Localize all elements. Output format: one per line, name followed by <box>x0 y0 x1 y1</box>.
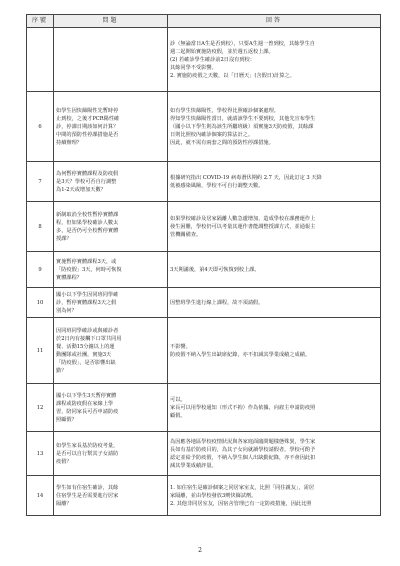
question-line: 新制取消全校性暫停實體課 <box>56 211 119 218</box>
question-line: 照顧假？ <box>56 416 77 423</box>
answer-line: 為因應各地區學校疫情狀況與各家庭面臨問題樣態殊異，學生家 <box>170 438 316 445</box>
row-question <box>54 202 168 252</box>
question-line: 因同班同學確診或與確診者 <box>56 327 119 334</box>
table-row <box>27 432 381 476</box>
answer-line: 不影響。 <box>170 343 191 350</box>
row-answer <box>168 202 381 252</box>
answer-line: (2) 若確診學生確診前2日沒有到校： <box>170 56 255 63</box>
row-answer <box>168 288 381 318</box>
answer-line: 如果學校確診及居家隔離人數急遽增加，造成學校在課務運作上 <box>170 215 316 222</box>
question-line: 如學生因快篩陽性先暫時停 <box>56 107 119 114</box>
answer-line: 根據研究指出 COVID-19 病毒潛伏期約 2.7 天，因此訂定 3 天降 <box>170 174 322 181</box>
table-header-row <box>27 15 381 28</box>
question-line: 住宿學生是否需要進行居家 <box>56 492 119 499</box>
answer-line: 得知學生快篩陽性當日，就請該學生不要到校，其他先宣布學生 <box>170 115 316 122</box>
question-line: 中間的預防性停課措施是否 <box>56 131 119 138</box>
row-number: 12 <box>27 384 54 432</box>
row-question <box>54 318 168 384</box>
row-answer <box>168 162 381 202</box>
answer-line: 長如有基於防疫目的，為其子女向就讀學校請假者，學校可酌予 <box>170 446 316 453</box>
row-number <box>27 28 54 92</box>
row-question <box>54 252 168 288</box>
question-line: 授課？ <box>56 235 72 242</box>
table-row <box>27 252 381 288</box>
question-line: 「防疫假」，是否影響出缺 <box>56 359 116 366</box>
table-row <box>27 92 381 162</box>
question-line: 於2日內有接觸下口罩共同用 <box>56 335 122 342</box>
answer-line: 認定並給予防疫假，不納入學生個人出缺勤紀錄，亦不會因此扣 <box>170 454 316 461</box>
question-line: 隔離？ <box>56 500 72 507</box>
question-line: 實體課程？ <box>56 274 82 281</box>
answer-line: 1. 如住宿生是確診個案之同居家室友，比照「同住親友」，需居 <box>170 484 315 491</box>
row-number: 13 <box>27 432 54 476</box>
row-question <box>54 432 168 476</box>
question-line: 勤？ <box>56 367 67 374</box>
table-row <box>27 28 381 92</box>
row-number: 11 <box>27 318 54 384</box>
row-number: 7 <box>27 162 54 202</box>
row-question <box>54 92 168 162</box>
question-line: 餐、活動15分鐘以上的運 <box>56 343 115 350</box>
answer-line: 可以。 <box>170 396 186 403</box>
row-number: 9 <box>27 252 54 288</box>
table-row <box>27 384 381 432</box>
question-line: 別為何？ <box>56 307 77 314</box>
question-line: 習，陪同家長可否申請防疫 <box>56 408 119 415</box>
row-number: 6 <box>27 92 54 162</box>
question-line: 程，但如果學校確診人數太 <box>56 219 119 226</box>
question-line: 為1-2天或增加天數？ <box>56 186 106 193</box>
answer-line: 週二起開始實施防疫假，並於週五返校上課。 <box>170 48 274 55</box>
row-answer <box>168 318 381 384</box>
faq-table <box>26 14 381 516</box>
question-line: 診，暫停實體課程3天之假 <box>56 299 117 306</box>
question-line: 疫假？ <box>56 458 72 465</box>
row-answer <box>168 432 381 476</box>
question-line: 實施暫停實體課程3天，或 <box>56 258 117 265</box>
table-row <box>27 476 381 516</box>
row-question <box>54 476 168 516</box>
table-row <box>27 288 381 318</box>
answer-line: 管機關備查。 <box>170 231 202 238</box>
header-number: 序號 <box>27 15 54 28</box>
table-row <box>27 162 381 202</box>
answer-line: 2. 實施防疫假之天數，以「日曆天」(含假日)計算之。 <box>170 72 295 79</box>
question-line: 是3天？學校可否自行調整 <box>56 178 117 185</box>
row-number: 8 <box>27 202 54 252</box>
answer-line: 3天期滿後，第4天即可恢復到校上課。 <box>170 266 260 273</box>
question-line: 診，停課日期該如何計算？ <box>56 123 119 130</box>
row-question <box>54 288 168 318</box>
answer-line: 因整班學生進行線上課程，故不須請假。 <box>170 299 264 306</box>
table-row <box>27 202 381 252</box>
answer-line: 因此，就不需有兩套之間的預防性停課措施。 <box>170 139 274 146</box>
question-line: 課程或防疫假在家線上學 <box>56 400 114 407</box>
question-line: 國小以下學生3天暫停實體 <box>56 392 117 399</box>
header-answer: 回答 <box>168 15 381 28</box>
answer-line: 低被感染風險，學校不可自行調整天數。 <box>170 182 264 189</box>
question-line: 為何暫停實體課程及防疫假 <box>56 170 119 177</box>
row-question <box>54 162 168 202</box>
answer-line: 如有學生快篩陽性，學校得比照確診個案處理。 <box>170 107 279 114</box>
answer-line: （國小以下學生則為該生所屬班級）須實施3天防疫假，其餘課 <box>170 123 314 130</box>
row-number: 10 <box>27 288 54 318</box>
row-answer <box>168 476 381 516</box>
answer-line: 日則比照校內確診個案的算法計之。 <box>170 131 254 138</box>
question-line: 是否可以自行幫其子女請防 <box>56 450 119 457</box>
table-row <box>27 318 381 384</box>
row-question <box>54 384 168 432</box>
question-line: 國小以下學生因同班同學確 <box>56 291 119 298</box>
question-line: 止到校，之後才PCR陽性確 <box>56 115 120 122</box>
question-line: 持續辦理？ <box>56 139 82 146</box>
answer-line: 防疫假不納入學生出缺席紀錄，亦不扣減其學業成績之成績。 <box>170 351 311 358</box>
question-line: 如學生家長基於防疫考量， <box>56 442 119 449</box>
row-answer <box>168 92 381 162</box>
header-question: 問題 <box>54 15 168 28</box>
answer-line: 發生困難，學校仍可以考量其運作書能調整授課方式，並通報主 <box>170 223 316 230</box>
answer-line: 減其學業成績評量。 <box>170 462 217 469</box>
answer-line: 其餘同學不受影響。 <box>170 64 217 71</box>
row-question <box>54 28 168 92</box>
row-answer <box>168 384 381 432</box>
answer-line: 診（無論當日A生是否到校），只要A生週一曾到校，其餘學生自 <box>170 40 315 47</box>
question-line: 多，是否仍可全校暫停實體 <box>56 227 119 234</box>
answer-line: 2. 其他非同居室友，因宿舍管理已有一定防疫措施，因此比照 <box>170 500 312 507</box>
question-line: 學生如有住宿生確診，其餘 <box>56 484 119 491</box>
answer-line: 家長可以用學校通知（形式不拘）作為依據，向雇主申請防疫照 <box>170 404 316 411</box>
answer-line: 家隔離，並由學校發放3劑快篩試劑。 <box>170 492 257 499</box>
row-answer <box>168 28 381 92</box>
row-number: 14 <box>27 476 54 516</box>
question-line: 「防疫假」3天，何時可恢復 <box>56 266 122 273</box>
answer-line: 顧假。 <box>170 412 186 419</box>
row-answer <box>168 252 381 288</box>
page-number: 2 <box>198 547 202 554</box>
question-line: 動團隊或社團，實施3天 <box>56 351 112 358</box>
